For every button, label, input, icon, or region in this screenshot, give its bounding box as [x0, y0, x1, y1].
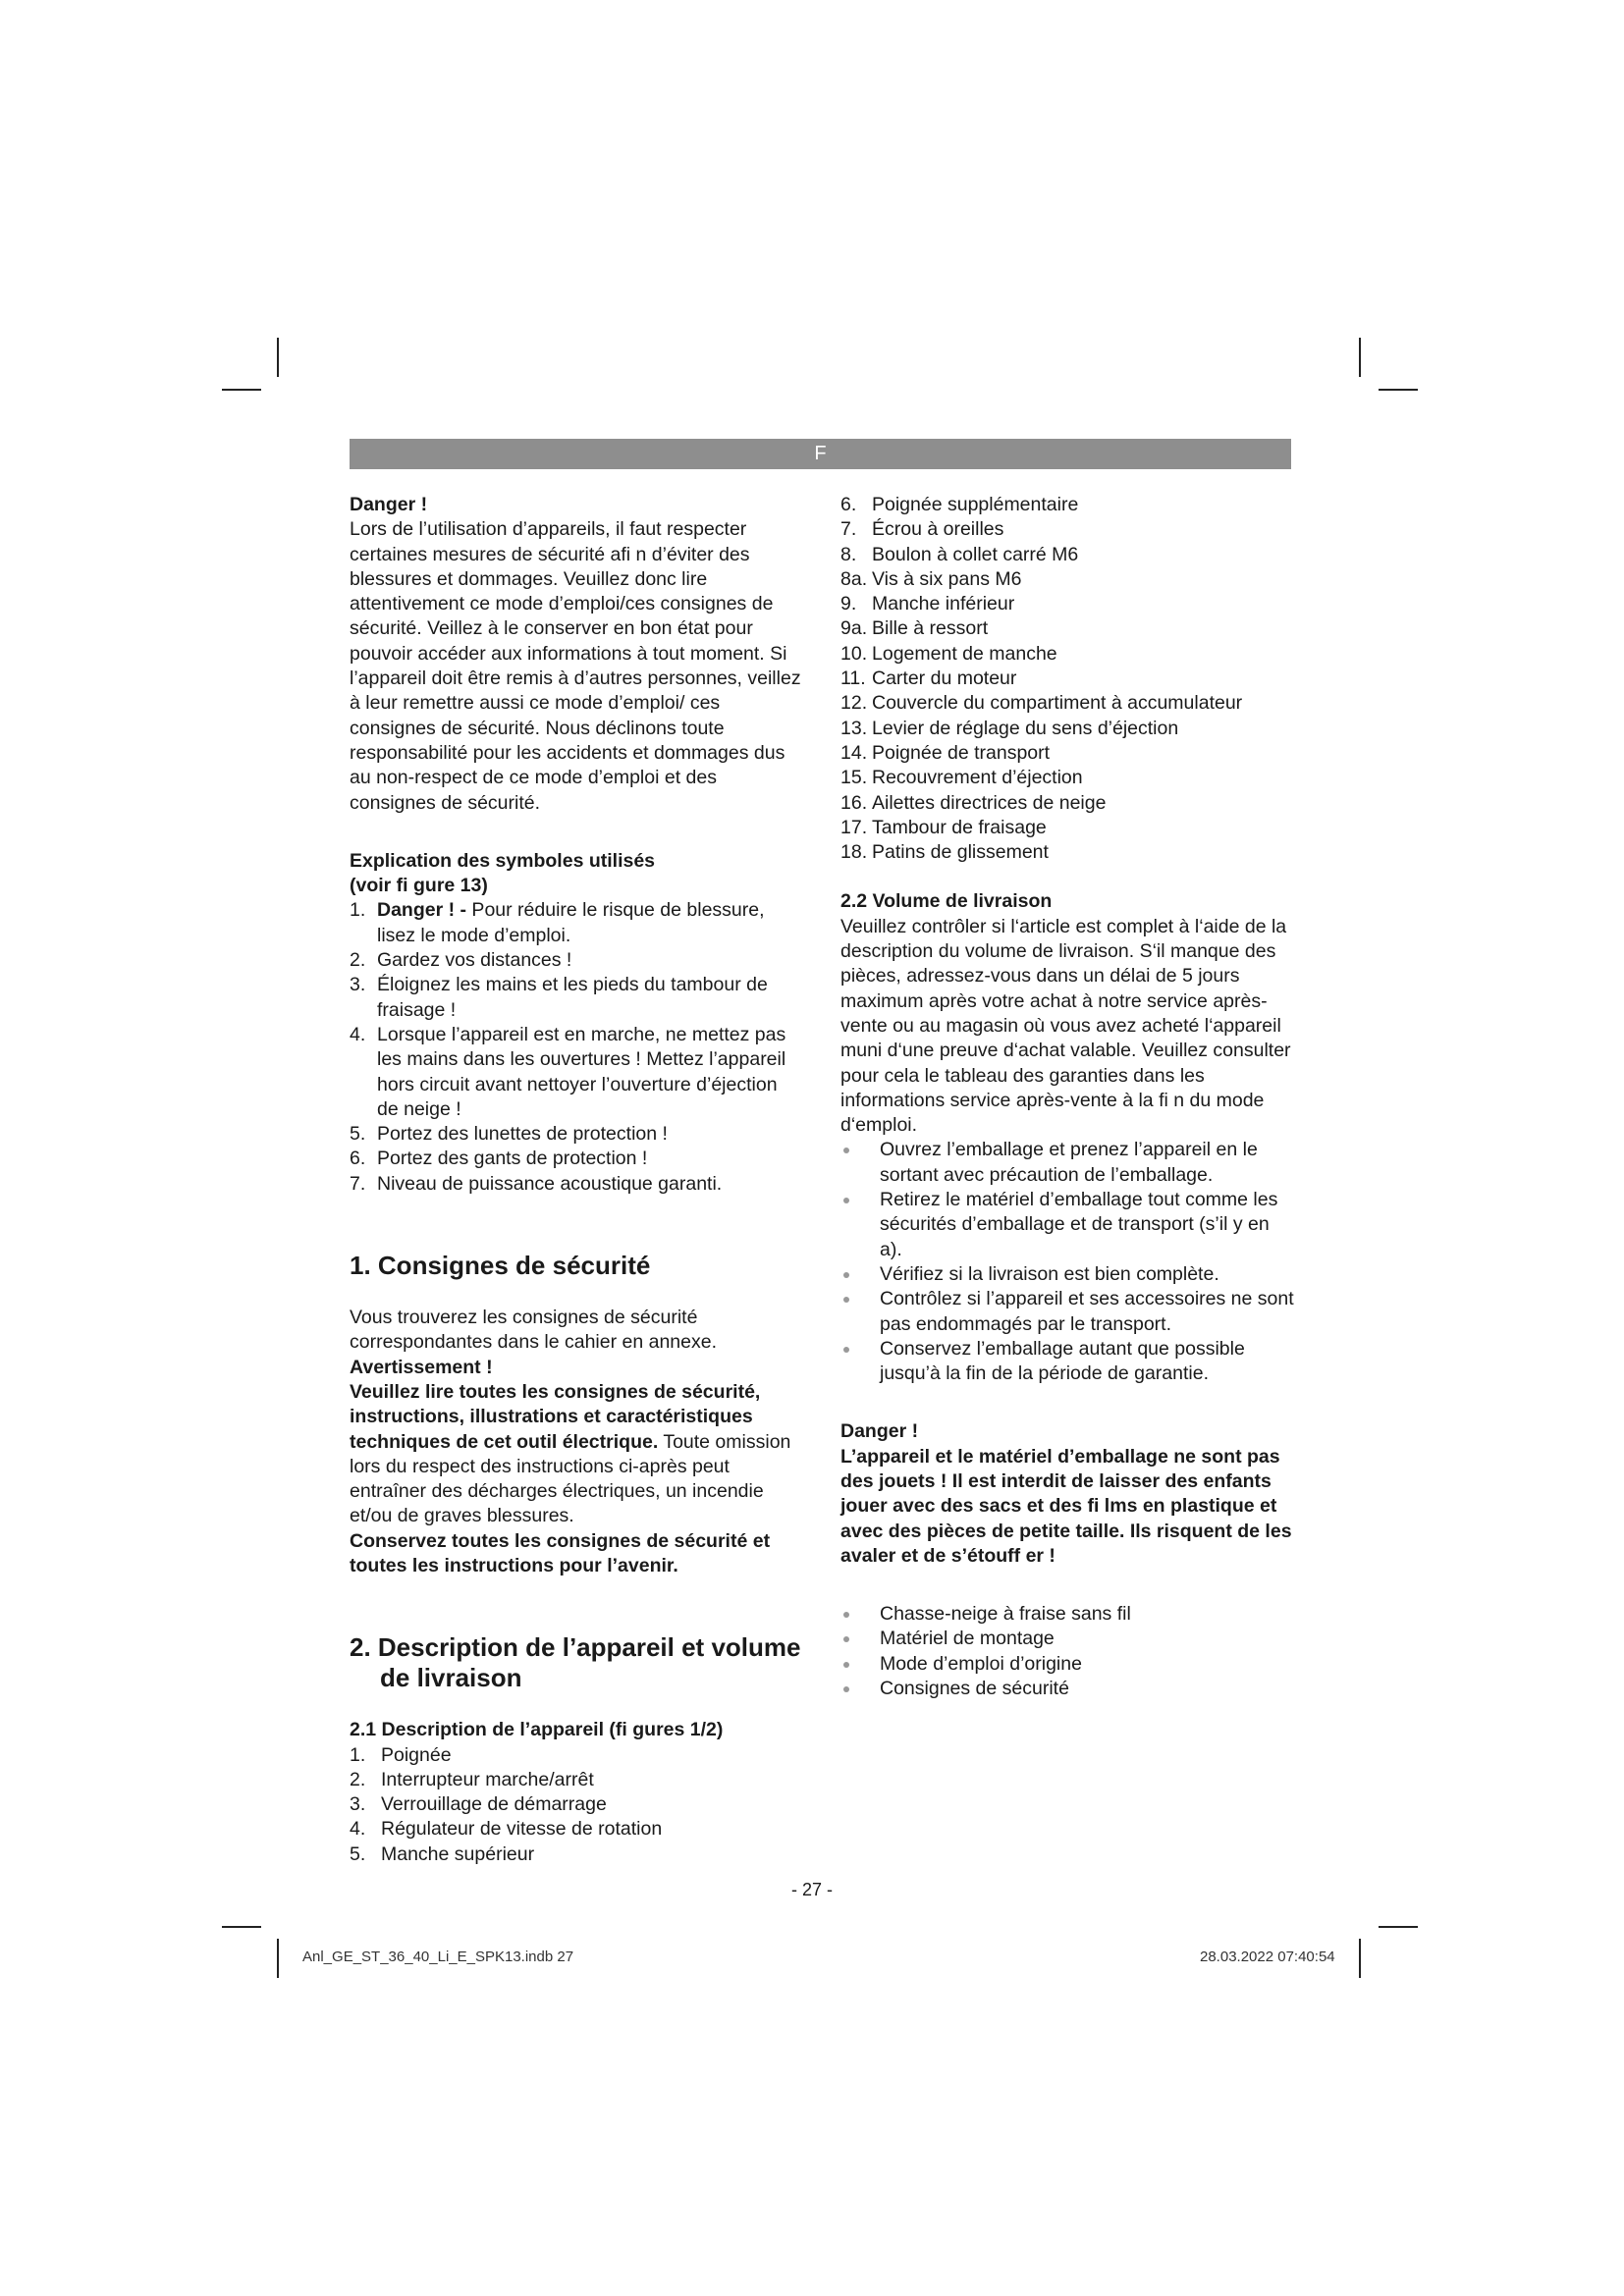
list-item: 3. Éloignez les mains et les pieds du tambour de fraisage !	[350, 974, 768, 1021]
bullet-icon	[843, 1686, 849, 1692]
symbols-title: Explication des symboles utilisés	[350, 849, 656, 872]
list-item: Ouvrez l’emballage et prenez l’appareil en le sortant avec précaution de l’emballage.	[840, 1138, 1294, 1188]
list-item: 15. Recouvrement d’éjection	[840, 767, 1083, 789]
list-item: Retirez le matériel d’emballage tout comme les sécurités d’emballage et de transport (s’il y en a).	[840, 1188, 1294, 1262]
warning-paragraph: Veuillez lire toutes les consignes de sécurité, instructions, illustrations et caractéristiques techniques de cet outil électrique. Toute omission lors du respect des instructions ci-après peut entraîner des décharges électriques, un incendie et/ou de graves blessures.	[350, 1380, 791, 1527]
crop-mark	[1359, 1939, 1361, 1978]
left-column	[350, 493, 803, 1867]
subsection-2-1-title: 2.1 Description de l’appareil (fi gures 1/2)	[350, 1719, 724, 1741]
list-item: 4. Lorsque l’appareil est en marche, ne mettez pas les mains dans les ouvertures ! Mettez l’appareil hors circuit avant nettoyer l’ouverture d’éjection de neige !	[350, 1023, 786, 1120]
list-item: 17. Tambour de fraisage	[840, 816, 1047, 838]
list-item: 10. Logement de manche	[840, 642, 1057, 665]
danger-2-title: Danger !	[840, 1420, 919, 1443]
list-item: 7. Écrou à oreilles	[840, 518, 1004, 541]
list-item: 3. Verrouillage de démarrage	[350, 1793, 607, 1816]
bullet-icon	[843, 1272, 849, 1278]
list-item: 9a. Bille à ressort	[840, 617, 989, 640]
list-item: Chasse-neige à fraise sans fil	[840, 1602, 1294, 1627]
list-item: 6. Portez des gants de protection !	[350, 1148, 648, 1170]
crop-mark	[277, 1939, 279, 1978]
parts-list-b	[840, 493, 1294, 865]
list-item: Matériel de montage	[840, 1627, 1294, 1651]
crop-mark	[222, 1926, 261, 1928]
symbols-subtitle: (voir fi gure 13)	[350, 875, 488, 897]
delivery-contents-list	[840, 1602, 1294, 1701]
list-item: 4. Régulateur de vitesse de rotation	[350, 1818, 663, 1841]
language-code: F	[814, 443, 827, 464]
list-item: Consignes de sécurité	[840, 1677, 1294, 1701]
unpacking-steps-list	[840, 1138, 1294, 1386]
list-item: 2. Gardez vos distances !	[350, 949, 572, 972]
list-item: 8. Boulon à collet carré M6	[840, 543, 1079, 565]
crop-mark	[1379, 389, 1418, 391]
language-header-bar	[350, 439, 1291, 469]
section-2-title: 2. Description de l’appareil et volume de livraison	[350, 1632, 801, 1693]
list-item: Mode d’emploi d’origine	[840, 1652, 1294, 1677]
list-item: 18. Patins de glissement	[840, 841, 1049, 864]
list-item: 5. Portez des lunettes de protection !	[350, 1123, 668, 1146]
list-item: 16. Ailettes directrices de neige	[840, 791, 1107, 814]
right-column	[840, 493, 1294, 1701]
list-item: 1. Danger ! - Pour réduire le risque de blessure, lisez le mode d’emploi.	[350, 899, 765, 946]
subsection-2-2-title: 2.2 Volume de livraison	[840, 890, 1053, 913]
danger-2-text: L’appareil et le matériel d’emballage ne sont pas des jouets ! Il est interdit de laisser des enfants jouer avec des sacs et des fi lms en plastique et avec des pièces de petite taille. Ils risquent de les avaler et de s’étouff er !	[840, 1445, 1292, 1567]
crop-mark	[1359, 338, 1361, 377]
crop-mark	[1379, 1926, 1418, 1928]
list-item: 14. Poignée de transport	[840, 741, 1051, 764]
section-1-intro: Vous trouverez les consignes de sécurité correspondantes dans le cahier en annexe.	[350, 1307, 718, 1354]
list-item: 13. Levier de réglage du sens d’éjection	[840, 717, 1179, 739]
warning-keep: Conservez toutes les consignes de sécurité et toutes les instructions pour l’avenir.	[350, 1529, 771, 1576]
bullet-icon	[843, 1198, 849, 1203]
danger-text: Lors de l’utilisation d’appareils, il faut respecter certaines mesures de sécurité afi n d’éviter des blessures et dommages. Veuillez donc lire attentivement ce mode d’emploi/ces consignes de sécurité. Veillez à le conserver en bon état pour pouvoir accéder aux informations à tout moment. Si l’appareil doit être remis à d’autres personnes, veillez à leur remettre aussi ce mode d’emploi/ ces consignes de sécurité. Nous déclinons toute responsabilité pour les accidents et dommages dus au non-respect de ce mode d’emploi et des consignes de sécurité.	[350, 518, 801, 814]
list-item: Conservez l’emballage autant que possible jusqu’à la fin de la période de garantie.	[840, 1337, 1294, 1387]
crop-mark	[222, 389, 261, 391]
list-item: 7. Niveau de puissance acoustique garanti.	[350, 1172, 723, 1195]
list-item: Vérifiez si la livraison est bien complète.	[840, 1262, 1294, 1287]
parts-list-a	[350, 1743, 803, 1867]
subsection-2-2-text: Veuillez contrôler si l‘article est complet à l‘aide de la description du volume de livraison. S‘il manque des pièces, adressez-vous dans un délai de 5 jours maximum après votre achat à notre service après-vente ou au magasin où vous avez acheté l‘appareil muni d‘une preuve d‘achat valable. Veuillez consulter pour cela le tableau des garanties dans les informations service après-vente à la fi n du mode d‘emploi.	[840, 915, 1291, 1137]
section-1-title: 1. Consignes de sécurité	[350, 1251, 651, 1281]
warning-title: Avertissement !	[350, 1356, 493, 1378]
list-item: 2. Interrupteur marche/arrêt	[350, 1768, 594, 1790]
bullet-icon	[843, 1636, 849, 1642]
list-item: 6. Poignée supplémentaire	[840, 494, 1079, 515]
footer-datetime: 28.03.2022 07:40:54	[1200, 1949, 1335, 1965]
bullet-icon	[843, 1612, 849, 1618]
crop-mark	[277, 338, 279, 377]
list-item: 9. Manche inférieur	[840, 593, 1015, 615]
danger-title: Danger !	[350, 494, 428, 515]
list-item: 8a. Vis à six pans M6	[840, 567, 1022, 590]
list-item: Contrôlez si l’appareil et ses accessoires ne sont pas endommagés par le transport.	[840, 1287, 1294, 1337]
symbols-list	[350, 898, 803, 1197]
list-item: 1. Poignée	[350, 1743, 452, 1766]
list-item: 11. Carter du moteur	[840, 667, 1017, 690]
list-item: 5. Manche supérieur	[350, 1842, 535, 1865]
list-item: 12. Couvercle du compartiment à accumulateur	[840, 692, 1243, 715]
footer-file-name: Anl_GE_ST_36_40_Li_E_SPK13.indb 27	[302, 1949, 574, 1965]
bullet-icon	[843, 1148, 849, 1153]
bullet-icon	[843, 1297, 849, 1303]
bullet-icon	[843, 1662, 849, 1668]
bullet-icon	[843, 1347, 849, 1353]
page-number: - 27 -	[790, 1880, 833, 1899]
